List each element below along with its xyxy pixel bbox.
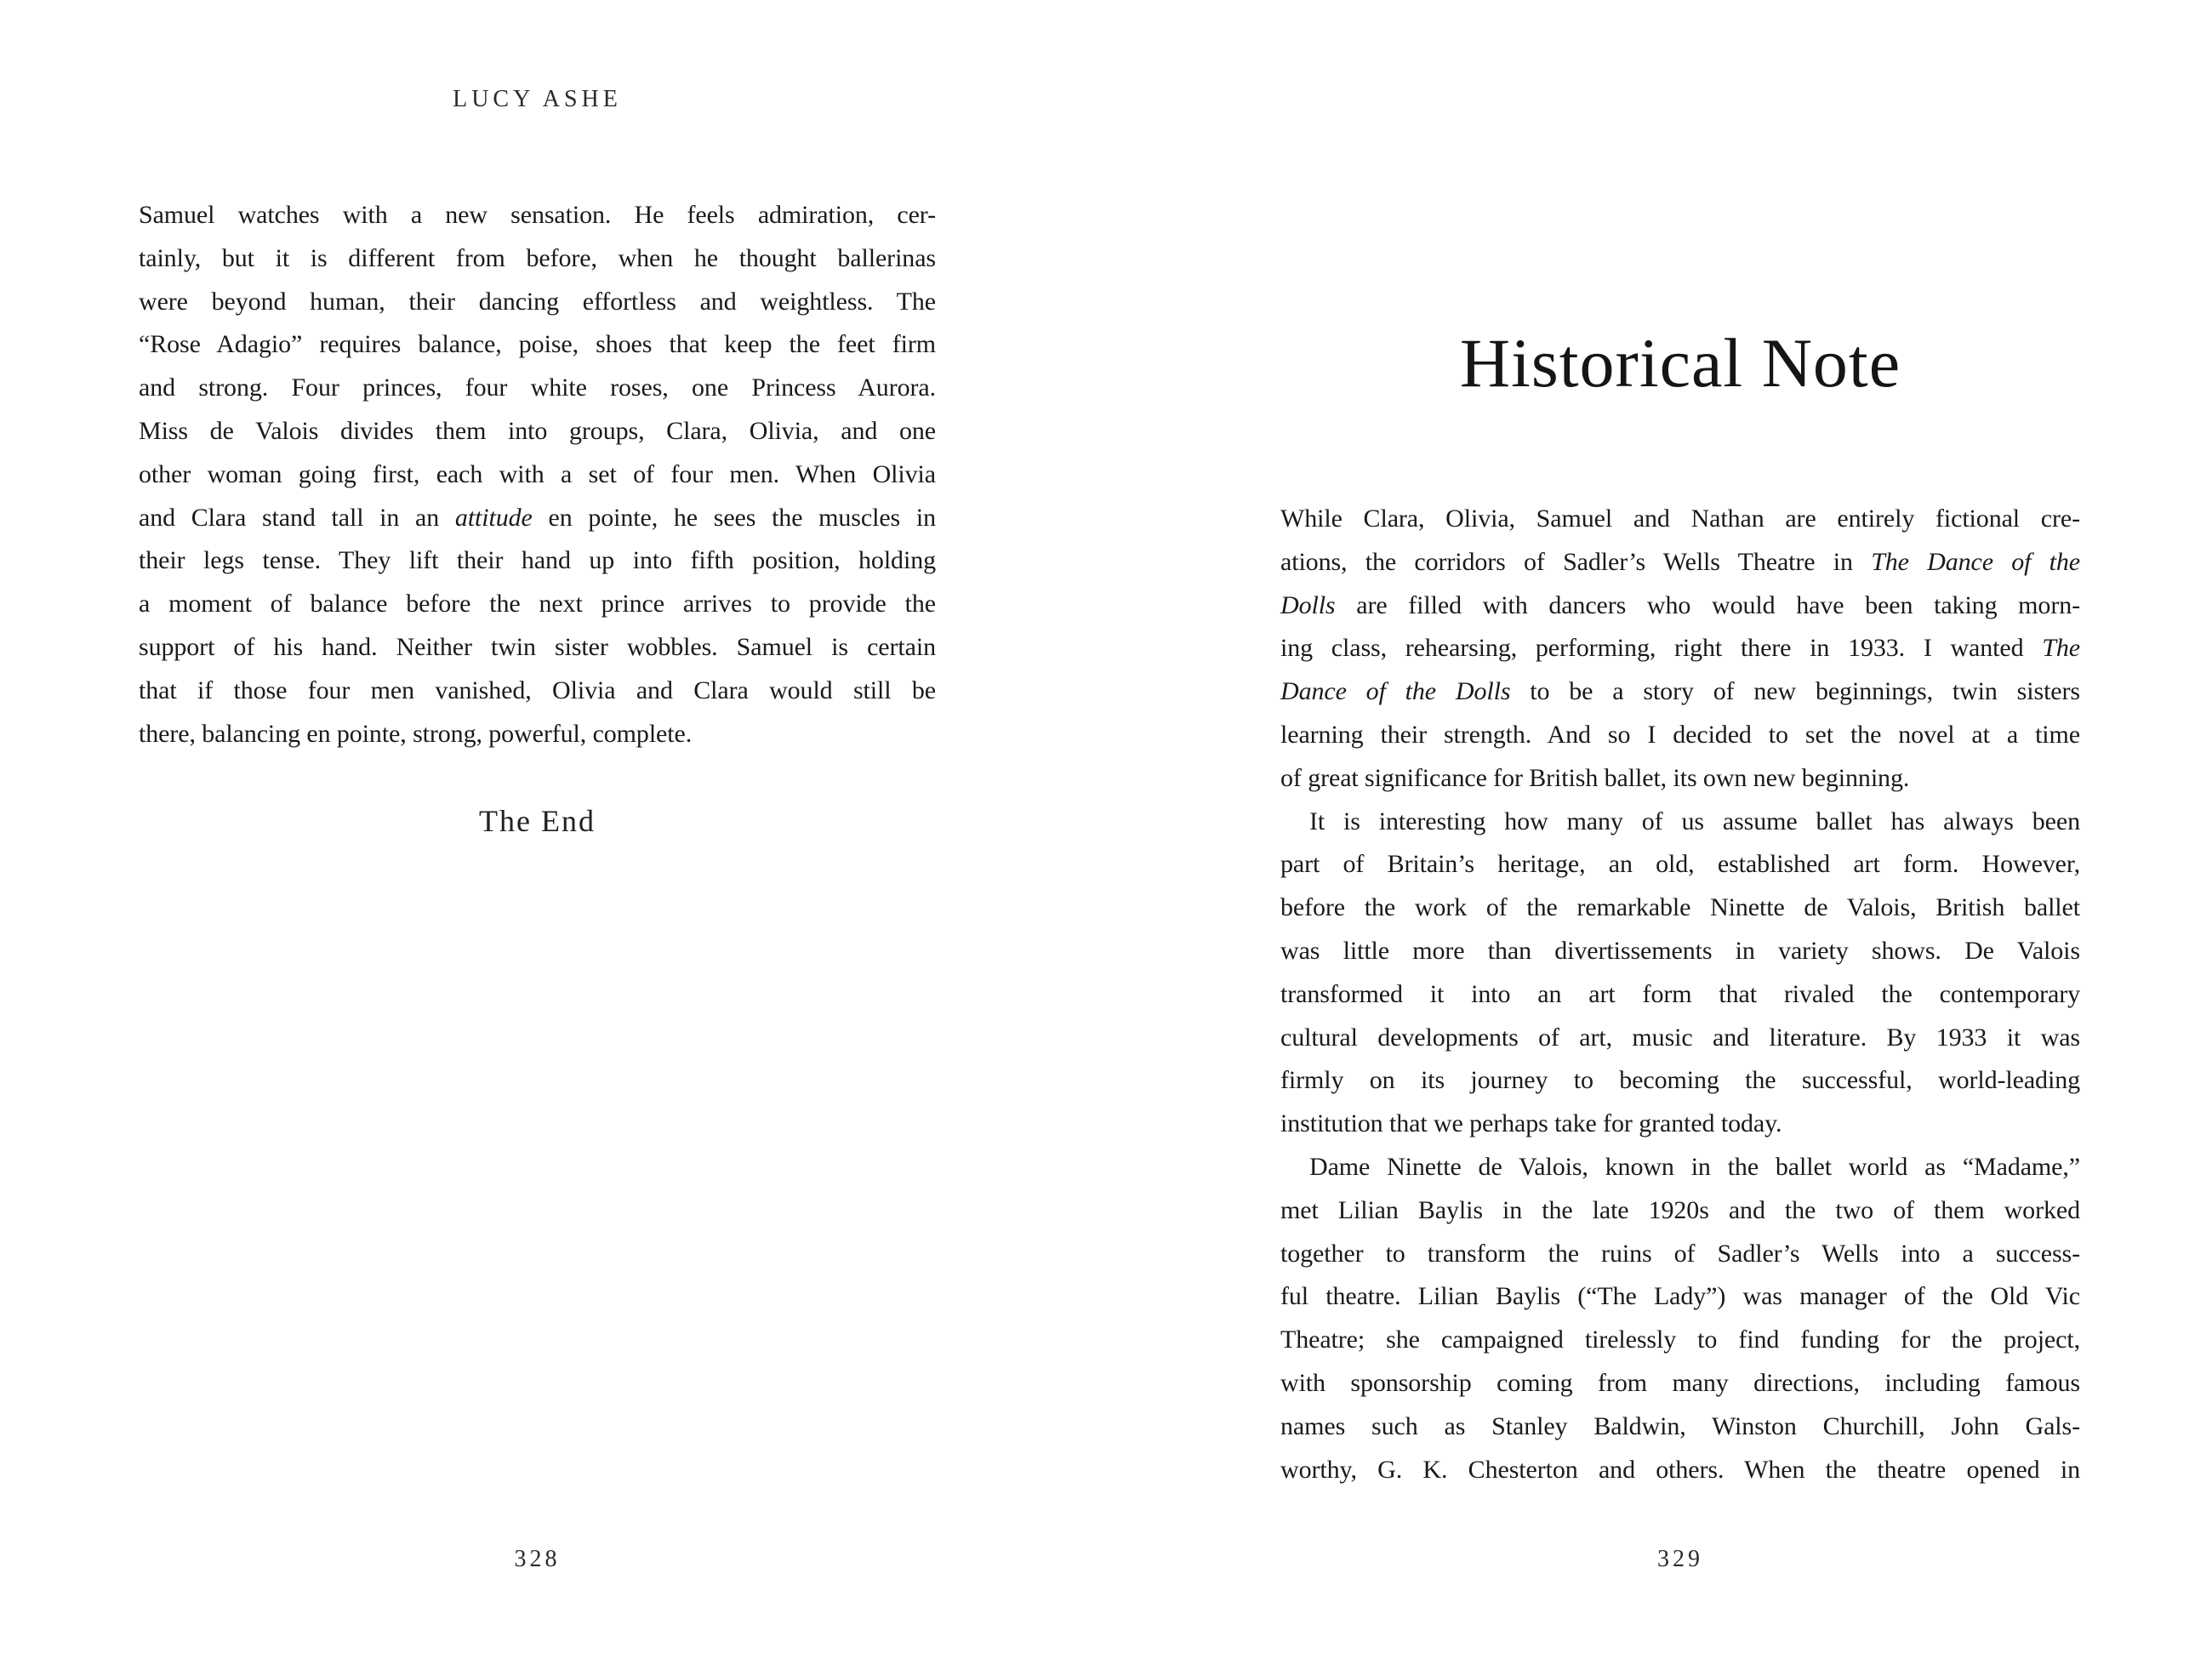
text-line (139, 281, 936, 324)
text-line (1280, 1017, 2080, 1060)
text-segment: ful theatre. Lilian Baylis (“The Lady”) was manager of the Old Vic (1280, 1282, 2080, 1311)
text-segment: firmly on its journey to becoming the successful, world-leading (1280, 1066, 2080, 1095)
text-segment: cultural developments of art, music and literature. By 1933 it was (1280, 1023, 2080, 1052)
text-segment: support of his hand. Neither twin sister wobbles. Samuel is certain (139, 632, 936, 661)
text-line (139, 410, 936, 453)
text-line (139, 713, 936, 756)
text-line (1280, 887, 2080, 930)
text-segment: “Rose Adagio” requires balance, poise, shoes that keep the feet firm (139, 330, 936, 359)
text-segment: transformed it into an art form that rivaled the contemporary (1280, 979, 2080, 1008)
text-segment: It is interesting how many of us assume ballet has always been (1309, 807, 2080, 835)
page-number-right: 329 (1657, 1546, 1703, 1572)
running-header-author: LUCY ASHE (453, 86, 622, 112)
text-segment: learning their strength. And so I decided to set the novel at a time (1280, 720, 2080, 749)
page-right (1280, 0, 2080, 1659)
text-segment: there, balancing en pointe, strong, powerful, complete. (139, 719, 693, 748)
italic-text-segment: The (2042, 634, 2080, 663)
text-segment: and Clara stand tall in an (139, 503, 455, 532)
text-segment: While Clara, Olivia, Samuel and Nathan are entirely fictional cre- (1280, 505, 2080, 533)
text-line (1280, 627, 2080, 670)
page-number-left: 328 (514, 1546, 561, 1572)
text-segment: of great significance for British ballet, its own new beginning. (1280, 763, 1910, 792)
text-line (1280, 843, 2080, 887)
text-line (1280, 714, 2080, 757)
text-segment: part of Britain’s heritage, an old, established art form. However, (1280, 850, 2080, 879)
text-segment: tainly, but it is different from before, when he thought ballerinas (139, 243, 936, 272)
text-line (1280, 1362, 2080, 1405)
text-line (1280, 1189, 2080, 1233)
text-line (1280, 1449, 2080, 1492)
text-segment: a moment of balance before the next prince arrives to provide the (139, 590, 936, 619)
text-segment: other woman going first, each with a set of four men. When Olivia (139, 459, 936, 488)
text-line (1280, 1103, 2080, 1146)
text-segment: was little more than divertissements in variety shows. De Valois (1280, 936, 2080, 965)
text-segment: with sponsorship coming from many directions, including famous (1280, 1368, 2080, 1397)
text-segment: met Lilian Baylis in the late 1920s and the two of them worked (1280, 1195, 2080, 1224)
italic-text-segment: Dance of the Dolls (1280, 677, 1511, 706)
paragraph (1280, 1146, 2080, 1491)
text-line (1280, 670, 2080, 714)
text-segment: Samuel watches with a new sensation. He feels admiration, cer- (139, 201, 936, 229)
text-line (1280, 541, 2080, 584)
text-line (139, 323, 936, 367)
page-left (139, 0, 936, 1659)
text-segment: worthy, G. K. Chesterton and others. When the theatre opened in (1280, 1455, 2080, 1484)
text-segment: Theatre; she campaigned tirelessly to find funding for the project, (1280, 1325, 2080, 1354)
text-line (139, 194, 936, 237)
text-line (139, 670, 936, 713)
text-segment: were beyond human, their dancing effortless and weightless. The (139, 287, 936, 316)
text-line (139, 237, 936, 281)
text-line (1280, 1059, 2080, 1103)
text-line (1280, 973, 2080, 1017)
text-line (139, 497, 936, 540)
text-segment: and strong. Four princes, four white roses, one Princess Aurora. (139, 373, 936, 402)
text-line (1280, 801, 2080, 844)
text-line (139, 626, 936, 670)
right-page-body (1280, 498, 2080, 1491)
the-end-label: The End (479, 804, 596, 838)
text-line (1280, 1319, 2080, 1362)
text-line (1280, 1233, 2080, 1276)
paragraph (1280, 498, 2080, 801)
text-line (1280, 498, 2080, 541)
text-segment: together to transform the ruins of Sadler’s Wells into a success- (1280, 1239, 2080, 1268)
text-segment: Dame Ninette de Valois, known in the ballet world as “Madame,” (1309, 1152, 2080, 1181)
text-segment: names such as Stanley Baldwin, Winston Churchill, John Gals- (1280, 1411, 2080, 1440)
text-segment: that if those four men vanished, Olivia and Clara would still be (139, 676, 936, 704)
italic-text-segment: Dolls (1280, 590, 1336, 619)
text-segment: ing class, rehearsing, performing, right there in 1933. I wanted (1280, 634, 2043, 663)
italic-text-segment: The Dance of the (1871, 547, 2080, 576)
text-segment: their legs tense. They lift their hand up into fifth position, holding (139, 546, 936, 575)
text-line (139, 539, 936, 583)
text-line (1280, 930, 2080, 973)
text-segment: en pointe, he sees the muscles in (532, 503, 936, 532)
paragraph (1280, 801, 2080, 1146)
chapter-title: Historical Note (1459, 324, 1901, 402)
text-segment: ations, the corridors of Sadler’s Wells Theatre in (1280, 547, 1872, 576)
text-line (1280, 584, 2080, 628)
text-segment: are filled with dancers who would have been taking morn- (1335, 590, 2080, 619)
text-segment: Miss de Valois divides them into groups, Clara, Olivia, and one (139, 416, 936, 445)
text-line (1280, 1275, 2080, 1319)
text-segment: institution that we perhaps take for granted today. (1280, 1109, 1782, 1138)
text-segment: before the work of the remarkable Ninette de Valois, British ballet (1280, 893, 2080, 922)
text-line (139, 367, 936, 410)
text-line (139, 453, 936, 497)
text-line (1280, 757, 2080, 801)
italic-text-segment: attitude (454, 503, 533, 532)
text-line (139, 583, 936, 626)
text-line (1280, 1405, 2080, 1449)
text-segment: to be a story of new beginnings, twin sisters (1510, 677, 2080, 706)
left-page-body (139, 194, 936, 755)
text-line (1280, 1146, 2080, 1189)
